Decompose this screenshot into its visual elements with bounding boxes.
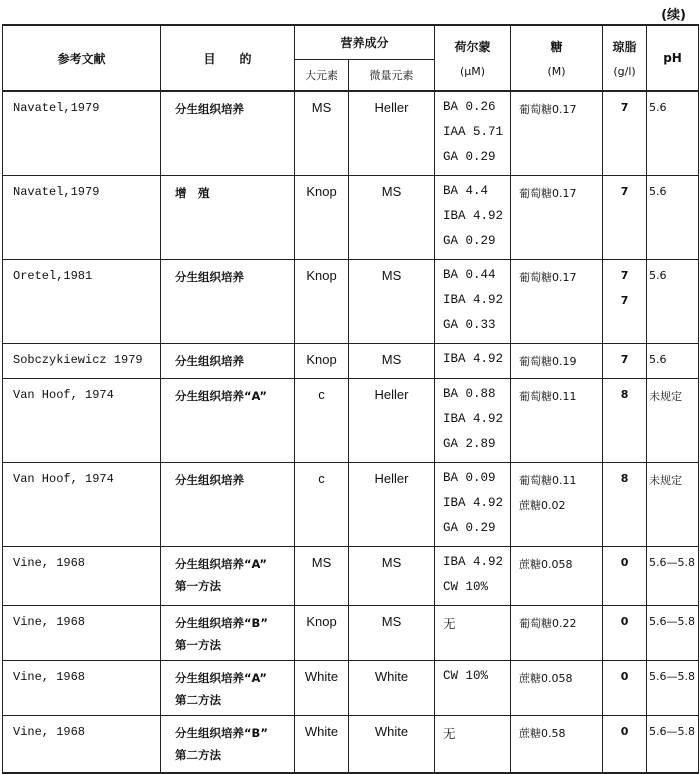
micro-text: Heller [374, 100, 409, 115]
hormone-line: IBA 4.92 [443, 496, 504, 510]
cell-reference [3, 344, 161, 379]
reference-text: Van Hoof, 1974 [13, 472, 114, 486]
micro-text: White [374, 669, 409, 684]
reference-text: Navatel,1979 [13, 185, 100, 199]
cell-hormone [435, 547, 511, 606]
micro-text: MS [381, 352, 402, 367]
hormone-line: IBA 4.92 [443, 412, 504, 426]
purpose-line: 分生组织培养“A” [175, 671, 267, 685]
purpose-line: 分生组织培养“B” [175, 726, 268, 740]
cell-agar [603, 379, 647, 463]
cell-purpose [161, 661, 295, 716]
hormone-line: IAA 5.71 [443, 125, 504, 139]
reference-text: Vine, 1968 [13, 670, 86, 684]
micro-text: MS [381, 268, 402, 283]
cell-purpose [161, 344, 295, 379]
purpose-line: 第一方法 [175, 638, 221, 652]
hormone-line: GA 0.29 [443, 150, 496, 164]
hormone-title: 荷尔蒙 [454, 40, 491, 54]
hormone-line: IBA 4.92 [443, 352, 504, 366]
hormone-line: IBA 4.92 [443, 555, 504, 569]
micro-text: Heller [374, 471, 409, 486]
agar-line: 7 [620, 185, 629, 198]
macro-text: Knop [306, 268, 337, 283]
col-macro: 大元素 [295, 59, 349, 91]
table-row [3, 260, 699, 344]
macro-text: Knop [306, 184, 337, 199]
purpose-line: 分生组织培养“A” [175, 389, 267, 403]
purpose-line: 分生组织培养 [175, 473, 244, 487]
cell-hormone [435, 176, 511, 260]
hormone-line: GA 0.29 [443, 521, 496, 535]
cell-macro [295, 463, 349, 547]
ph-text: 5.6—5.8 [649, 725, 696, 738]
reference-text: Oretel,1981 [13, 269, 93, 283]
cell-ph [647, 379, 699, 463]
cell-reference [3, 606, 161, 661]
cell-agar [603, 547, 647, 606]
hormone-line: IBA 4.92 [443, 209, 504, 223]
cell-hormone [435, 91, 511, 176]
agar-line: 7 [620, 294, 629, 307]
micro-text: Heller [374, 387, 409, 402]
macro-text: White [304, 724, 339, 739]
continued-label: (续) [661, 8, 686, 23]
cell-agar [603, 463, 647, 547]
cell-purpose [161, 91, 295, 176]
cell-purpose [161, 260, 295, 344]
col-hormone [435, 25, 511, 91]
hormone-line: BA 0.88 [443, 387, 496, 401]
purpose-line: 增 殖 [175, 186, 210, 200]
cell-reference [3, 547, 161, 606]
col-purpose: 目 的 [161, 25, 295, 91]
cell-hormone [435, 606, 511, 661]
ph-text: 未规定 [649, 390, 683, 403]
agar-line: 8 [620, 472, 629, 485]
cell-agar [603, 716, 647, 773]
cell-agar [603, 344, 647, 379]
micro-text: White [374, 724, 409, 739]
agar-line: 0 [620, 556, 629, 569]
table-row [3, 661, 699, 716]
cell-reference [3, 91, 161, 176]
agar-unit: (g/l) [613, 65, 636, 78]
purpose-line: 第二方法 [175, 748, 221, 762]
cell-ph [647, 260, 699, 344]
cell-sugar [511, 176, 603, 260]
cell-hormone [435, 260, 511, 344]
cell-macro [295, 606, 349, 661]
cell-sugar [511, 547, 603, 606]
cell-micro [349, 606, 435, 661]
table-header [3, 25, 699, 91]
cell-hormone [435, 463, 511, 547]
macro-text: Knop [306, 614, 337, 629]
cell-sugar [511, 344, 603, 379]
ph-text: 未规定 [649, 474, 683, 487]
cell-ph [647, 547, 699, 606]
micro-text: MS [381, 184, 402, 199]
cell-ph [647, 716, 699, 773]
sugar-line: 葡萄糖0.22 [519, 617, 577, 630]
media-table [2, 24, 699, 774]
macro-text: Knop [306, 352, 337, 367]
col-sugar [511, 25, 603, 91]
reference-text: Sobczykiewicz 1979 [13, 353, 143, 367]
macro-text: c [318, 471, 325, 486]
table-row [3, 547, 699, 606]
cell-micro [349, 176, 435, 260]
ph-text: 5.6—5.8 [649, 615, 696, 628]
micro-text: MS [381, 555, 402, 570]
sugar-line: 葡萄糖0.17 [519, 187, 577, 200]
cell-hormone [435, 716, 511, 773]
ph-text: 5.6 [649, 185, 667, 198]
hormone-line: BA 0.26 [443, 100, 496, 114]
agar-line: 7 [620, 269, 629, 282]
purpose-line: 分生组织培养 [175, 354, 244, 368]
purpose-line: 第二方法 [175, 693, 221, 707]
table-row [3, 176, 699, 260]
cell-micro [349, 91, 435, 176]
ph-text: 5.6 [649, 101, 667, 114]
sugar-line: 蔗糖0.02 [519, 499, 566, 512]
cell-ph [647, 91, 699, 176]
hormone-line: BA 4.4 [443, 184, 489, 198]
reference-text: Van Hoof, 1974 [13, 388, 114, 402]
cell-reference [3, 379, 161, 463]
cell-sugar [511, 463, 603, 547]
sugar-line: 葡萄糖0.17 [519, 103, 577, 116]
cell-purpose [161, 716, 295, 773]
cell-purpose [161, 463, 295, 547]
hormone-unit: (μM) [459, 65, 486, 78]
cell-reference [3, 716, 161, 773]
cell-macro [295, 260, 349, 344]
agar-line: 7 [620, 101, 629, 114]
cell-agar [603, 661, 647, 716]
cell-macro [295, 661, 349, 716]
cell-reference [3, 260, 161, 344]
agar-line: 7 [620, 353, 629, 366]
reference-text: Vine, 1968 [13, 725, 86, 739]
sugar-line: 葡萄糖0.11 [519, 390, 577, 403]
cell-hormone [435, 661, 511, 716]
cell-sugar [511, 716, 603, 773]
sugar-unit: (M) [547, 65, 566, 78]
sugar-line: 蔗糖0.058 [519, 672, 573, 685]
macro-text: c [318, 387, 325, 402]
ph-text: 5.6—5.8 [649, 556, 696, 569]
hormone-line: BA 0.44 [443, 268, 496, 282]
purpose-line: 分生组织培养 [175, 102, 244, 116]
hormone-line: GA 0.29 [443, 234, 496, 248]
col-ph: pH [647, 25, 699, 91]
hormone-line: GA 0.33 [443, 318, 496, 332]
table-row [3, 463, 699, 547]
sugar-line: 葡萄糖0.19 [519, 355, 577, 368]
table-row [3, 344, 699, 379]
agar-line: 8 [620, 388, 629, 401]
purpose-line: 分生组织培养“A” [175, 557, 267, 571]
cell-micro [349, 379, 435, 463]
cell-purpose [161, 176, 295, 260]
cell-ph [647, 463, 699, 547]
cell-micro [349, 463, 435, 547]
col-nutrients: 营养成分 [295, 25, 435, 59]
sugar-line: 蔗糖0.58 [519, 727, 566, 740]
cell-sugar [511, 606, 603, 661]
sugar-line: 葡萄糖0.17 [519, 271, 577, 284]
reference-text: Vine, 1968 [13, 556, 86, 570]
macro-text: White [304, 669, 339, 684]
cell-purpose [161, 379, 295, 463]
agar-line: 0 [620, 725, 629, 738]
cell-macro [295, 91, 349, 176]
ph-text: 5.6 [649, 353, 667, 366]
agar-title: 琼脂 [612, 40, 637, 54]
cell-sugar [511, 91, 603, 176]
cell-micro [349, 344, 435, 379]
cell-hormone [435, 344, 511, 379]
cell-sugar [511, 379, 603, 463]
purpose-line: 第一方法 [175, 579, 221, 593]
hormone-line: CW 10% [443, 580, 489, 594]
macro-text: MS [311, 100, 332, 115]
table-row [3, 91, 699, 176]
table-row [3, 379, 699, 463]
micro-text: MS [381, 614, 402, 629]
macro-text: MS [311, 555, 332, 570]
ph-text: 5.6—5.8 [649, 670, 696, 683]
sugar-title: 糖 [550, 40, 563, 54]
cell-hormone [435, 379, 511, 463]
table-row [3, 716, 699, 773]
cell-reference [3, 176, 161, 260]
hormone-line: 无 [443, 728, 456, 742]
cell-ph [647, 344, 699, 379]
purpose-line: 分生组织培养“B” [175, 616, 268, 630]
cell-micro [349, 716, 435, 773]
cell-agar [603, 176, 647, 260]
cell-agar [603, 91, 647, 176]
cell-macro [295, 379, 349, 463]
cell-purpose [161, 547, 295, 606]
cell-micro [349, 661, 435, 716]
sugar-line: 葡萄糖0.11 [519, 474, 577, 487]
cell-agar [603, 260, 647, 344]
cell-micro [349, 547, 435, 606]
hormone-line: BA 0.09 [443, 471, 496, 485]
hormone-line: 无 [443, 618, 456, 632]
cell-purpose [161, 606, 295, 661]
hormone-line: GA 2.89 [443, 437, 496, 451]
purpose-line: 分生组织培养 [175, 270, 244, 284]
cell-reference [3, 661, 161, 716]
table-row [3, 606, 699, 661]
reference-text: Vine, 1968 [13, 615, 86, 629]
cell-sugar [511, 260, 603, 344]
agar-line: 0 [620, 670, 629, 683]
cell-ph [647, 176, 699, 260]
cell-macro [295, 716, 349, 773]
cell-sugar [511, 661, 603, 716]
col-micro: 微量元素 [349, 59, 435, 91]
cell-ph [647, 606, 699, 661]
agar-line: 0 [620, 615, 629, 628]
cell-ph [647, 661, 699, 716]
ph-text: 5.6 [649, 269, 667, 282]
cell-macro [295, 176, 349, 260]
col-agar [603, 25, 647, 91]
reference-text: Navatel,1979 [13, 101, 100, 115]
cell-macro [295, 547, 349, 606]
cell-reference [3, 463, 161, 547]
hormone-line: CW 10% [443, 669, 489, 683]
col-reference: 参考文献 [3, 25, 161, 91]
cell-micro [349, 260, 435, 344]
hormone-line: IBA 4.92 [443, 293, 504, 307]
cell-agar [603, 606, 647, 661]
table-body [3, 91, 699, 773]
sugar-line: 蔗糖0.058 [519, 558, 573, 571]
cell-macro [295, 344, 349, 379]
